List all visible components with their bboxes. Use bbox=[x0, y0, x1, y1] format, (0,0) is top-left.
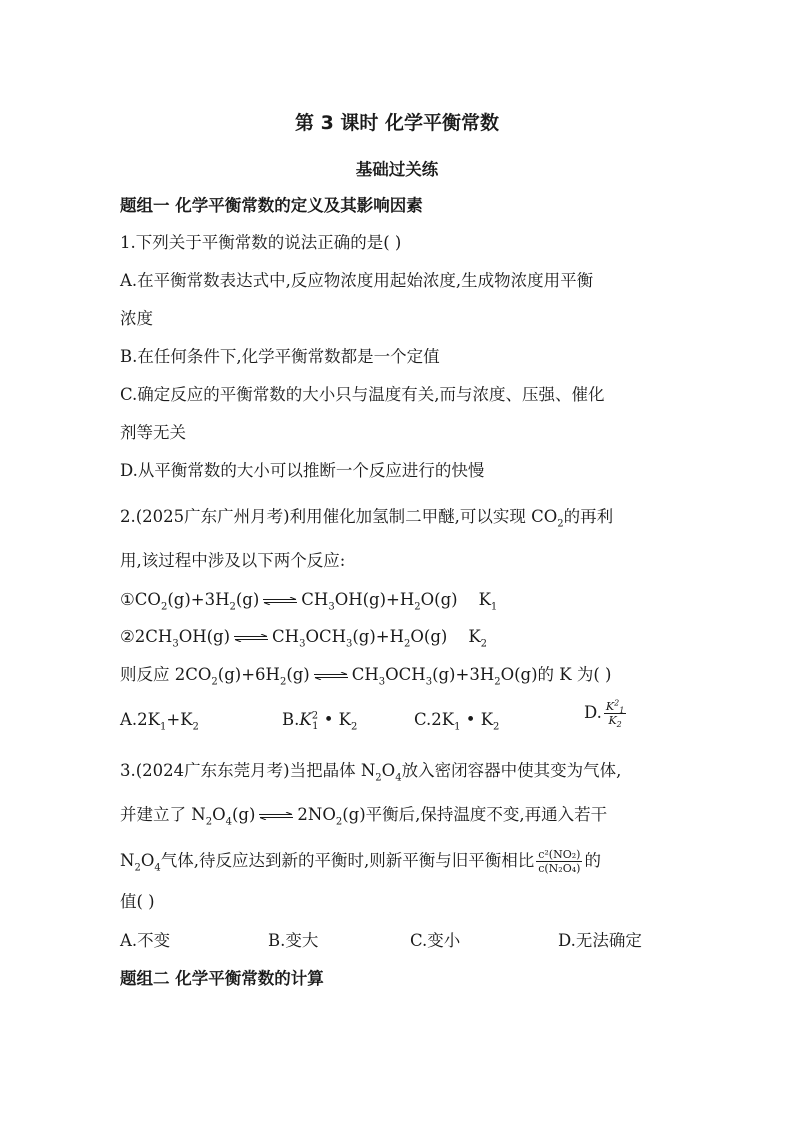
q2-reaction-2: $②2CH_3OH(g)$ $CH_3OCH_3(g)+H_2O(g)$ $K_2$ bbox=[120, 627, 488, 650]
k-ratio-fraction: $\frac{K^2_1}{K_2}$ bbox=[605, 698, 625, 730]
q1-stem: 1.下列关于平衡常数的说法正确的是( ) bbox=[120, 233, 402, 252]
equilibrium-arrow-icon bbox=[259, 812, 293, 820]
group2-heading: 题组二 化学平衡常数的计算 bbox=[120, 969, 324, 988]
q2-option-c: $C.2K_1$ • $K_2$ bbox=[414, 710, 500, 733]
equilibrium-arrow-icon bbox=[234, 634, 268, 642]
q3-stem-line2: 并建立了 $N_2O_4(g)$ $2NO_2(g)$平衡后,保持温度不变,再通入若干 bbox=[120, 805, 608, 828]
q2-question: 则反应 $2CO_2(g)+6H_2(g)$ $CH_3OCH_3(g)+3H_2O(g)$的 K 为( ) bbox=[120, 665, 612, 688]
q2-reaction-1: $①CO_2(g)+3H_2(g)$ $CH_3OH(g)+H_2O(g)$ $K_1$ bbox=[120, 590, 498, 613]
q3-stem-line1: 3.(2024广东东莞月考)当把晶体 $N_2O_4$放入密闭容器中使其变为气体, bbox=[120, 761, 622, 784]
q2-option-a: $A.2K_1+K_2$ bbox=[120, 710, 199, 733]
q1-option-c-line1: C.确定反应的平衡常数的大小只与温度有关,而与浓度、压强、催化 bbox=[120, 385, 605, 404]
q2-option-d: D. $\frac{K^2_1}{K_2}$ bbox=[584, 698, 625, 730]
q1-option-b: B.在任何条件下,化学平衡常数都是一个定值 bbox=[120, 347, 440, 366]
equilibrium-arrow-icon bbox=[314, 672, 348, 680]
q3-option-c: C.变小 bbox=[410, 931, 461, 950]
section-subtitle: 基础过关练 bbox=[355, 160, 439, 179]
q1-option-c-line2: 剂等无关 bbox=[120, 423, 186, 442]
page-title: 第 3 课时 化学平衡常数 bbox=[294, 112, 500, 134]
group1-heading: 题组一 化学平衡常数的定义及其影响因素 bbox=[120, 196, 423, 215]
no2-n2o4-ratio-fraction: $\frac{\text{c²(NO₂)}}{\text{c(N₂O₄)}}$ bbox=[538, 848, 581, 875]
q3-option-d: D.无法确定 bbox=[558, 931, 642, 950]
q2-option-b: $B.K^2_1$ • $K_2$ bbox=[282, 710, 358, 733]
equilibrium-arrow-icon bbox=[263, 597, 297, 605]
q3-option-a: A.不变 bbox=[120, 931, 171, 950]
q1-option-d: D.从平衡常数的大小可以推断一个反应进行的快慢 bbox=[120, 461, 485, 480]
q1-option-a-line1: A.在平衡常数表达式中,反应物浓度用起始浓度,生成物浓度用平衡 bbox=[120, 271, 594, 290]
q2-stem-line1: 2.(2025广东广州月考)利用催化加氢制二甲醚,可以实现 $CO_2$的再利 bbox=[120, 507, 614, 530]
q3-option-b: B.变大 bbox=[268, 931, 319, 950]
q3-stem-line3: $N_2O_4$气体,待反应达到新的平衡时,则新平衡与旧平衡相比 $\frac{\text{c²(NO₂)}}{\text{c(N₂O₄)}}$ 的 bbox=[120, 848, 601, 875]
q2-stem-line2: 用,该过程中涉及以下两个反应: bbox=[120, 551, 346, 570]
q3-stem-line4: 值( ) bbox=[120, 892, 155, 911]
q1-option-a-line2: 浓度 bbox=[120, 309, 153, 328]
